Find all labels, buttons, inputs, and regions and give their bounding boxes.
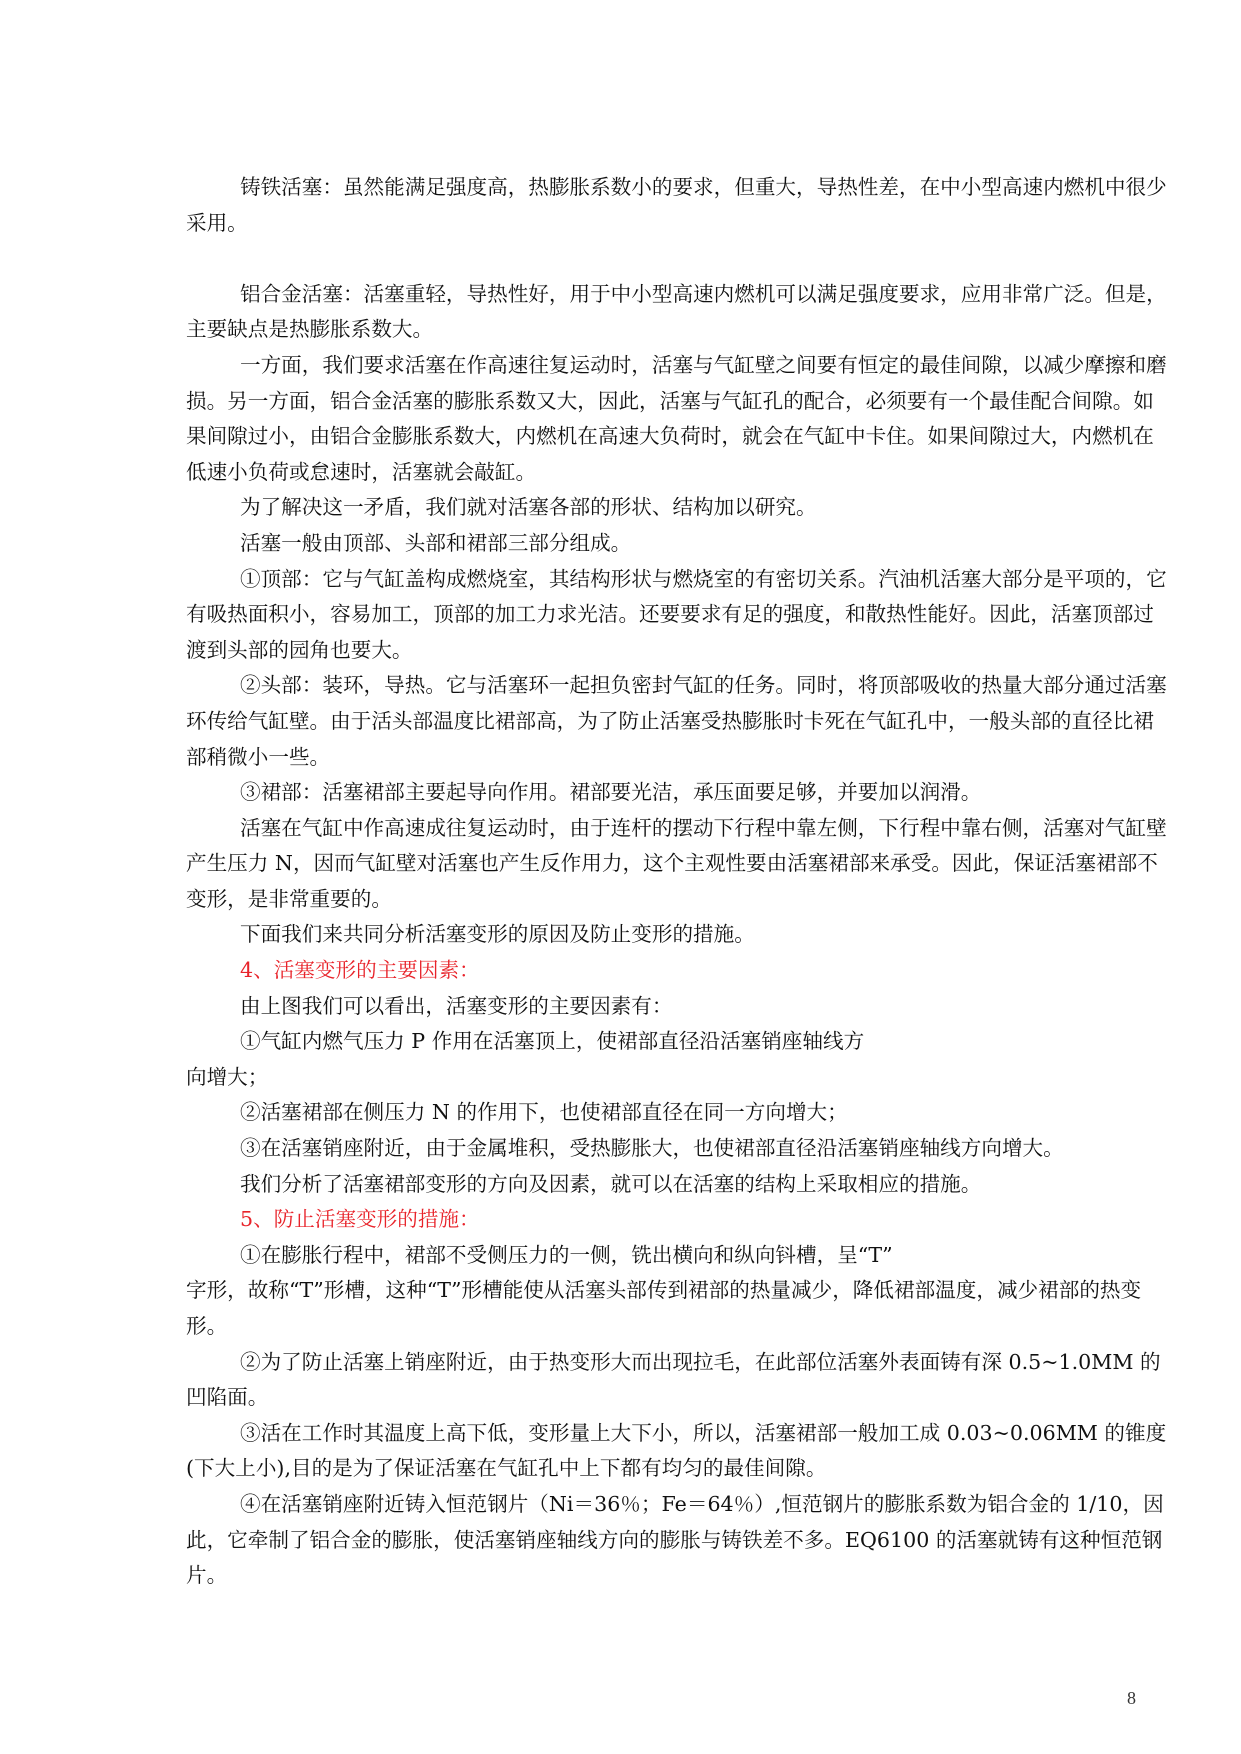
body-text xyxy=(186,170,1171,1594)
paragraph-factor-1: ①气缸内燃气压力 P 作用在活塞顶上，使裙部直径沿活塞销座轴线方 xyxy=(240,1029,865,1054)
paragraph-skirt: ③裙部：活塞裙部主要起导向作用。裙部要光洁，承压面要足够，并要加以润滑。 xyxy=(240,780,982,805)
paragraph-measure-1-cont: 字形，故称“T”形槽，这种“T”形槽能使从活塞头部传到裙部的热量减少，降低裙部温度，减少裙部的热变形。 xyxy=(186,1278,1142,1338)
paragraph-measures-intro: 我们分析了活塞裙部变形的方向及因素，就可以在活塞的结构上采取相应的措施。 xyxy=(240,1171,982,1196)
paragraph-measure-2: ②为了防止活塞上销座附近，由于热变形大而出现拉毛，在此部位活塞外表面铸有深 0.5~1.0MM 的凹陷面。 xyxy=(186,1349,1161,1410)
paragraph-aluminum-piston: 铝合金活塞：活塞重轻，导热性好，用于中小型高速内燃机可以满足强度要求，应用非常广泛。但是，主要缺点是热膨胀系数大。 xyxy=(186,281,1167,342)
paragraph-top: ①顶部：它与气缸盖构成燃烧室，其结构形状与燃烧室的有密切关系。汽油机活塞大部分是平项的，它有吸热面积小，容易加工，顶部的加工力求光洁。还要要求有足的强度，和散热性能好。因此，活塞顶部过渡到头部的园角也要大。 xyxy=(186,566,1167,662)
section-heading-deformation-factors: 4、活塞变形的主要因素： xyxy=(240,958,480,983)
paragraph-factor-1-cont: 向增大； xyxy=(186,1064,269,1089)
paragraph-cast-iron-piston: 铸铁活塞：虽然能满足强度高，热膨胀系数小的要求，但重大，导热性差，在中小型高速内燃机中很少采用。 xyxy=(186,175,1167,235)
section-heading-prevention-measures: 5、防止活塞变形的措施： xyxy=(240,1207,480,1232)
paragraph-measure-4: ④在活塞销座附近铸入恒范钢片（Ni＝36％；Fe＝64％）,恒范钢片的膨胀系数为铝合金的 1/10，因此，它牵制了铝合金的膨胀，使活塞销座轴线方向的膨胀与铸铁差不多。EQ6100 的活塞就铸有这种恒范钢片。 xyxy=(186,1491,1164,1588)
paragraph-measure-1: ①在膨胀行程中，裙部不受侧压力的一侧，铣出横向和纵向钭槽，呈“T” xyxy=(240,1242,893,1267)
paragraph-clearance: 一方面，我们要求活塞在作高速往复运动时，活塞与气缸壁之间要有恒定的最佳间隙，以减少摩擦和磨损。另一方面，铝合金活塞的膨胀系数又大，因此，活塞与气缸孔的配合，必须要有一个最佳配合间隙。如果间隙过小，由铝合金膨胀系数大，内燃机在高速大负荷时，就会在气缸中卡住。如果间隙过大，内燃机在低速小负荷或怠速时，活塞就会敲缸。 xyxy=(186,352,1167,484)
paragraph-head: ②头部：装环，导热。它与活塞环一起担负密封气缸的任务。同时，将顶部吸收的热量大部分通过活塞环传给气缸壁。由于活头部温度比裙部高，为了防止活塞受热膨胀时卡死在气缸孔中，一般头部的直径比裙部稍微小一些。 xyxy=(186,673,1167,769)
paragraph-factors-intro: 由上图我们可以看出，活塞变形的主要因素有： xyxy=(240,993,673,1018)
paragraph-measure-3: ③活在工作时其温度上高下低，变形量上大下小，所以，活塞裙部一般加工成 0.03~0.06MM 的锥度(下大上小),目的是为了保证活塞在气缸孔中上下都有均匀的最佳间隙。 xyxy=(186,1420,1167,1481)
paragraph-side-pressure: 活塞在气缸中作高速成往复运动时，由于连杆的摆动下行程中靠左侧，下行程中靠右侧，活塞对气缸壁产生压力 N，因而气缸壁对活塞也产生反作用力，这个主观性要由活塞裙部来承受。因此，保证活塞裙部不变形，是非常重要的。 xyxy=(186,815,1167,911)
paragraph-research: 为了解决这一矛盾，我们就对活塞各部的形状、结构加以研究。 xyxy=(240,495,817,520)
page-number: 8 xyxy=(1127,1688,1136,1708)
blank-line xyxy=(186,241,1171,277)
paragraph-parts: 活塞一般由顶部、头部和裙部三部分组成。 xyxy=(240,530,632,555)
paragraph-factor-3: ③在活塞销座附近，由于金属堆积，受热膨胀大，也使裙部直径沿活塞销座轴线方向增大。 xyxy=(240,1136,1064,1161)
paragraph-factor-2: ②活塞裙部在侧压力 N 的作用下，也使裙部直径在同一方向增大； xyxy=(240,1100,848,1125)
paragraph-analysis-intro: 下面我们来共同分析活塞变形的原因及防止变形的措施。 xyxy=(240,922,755,947)
